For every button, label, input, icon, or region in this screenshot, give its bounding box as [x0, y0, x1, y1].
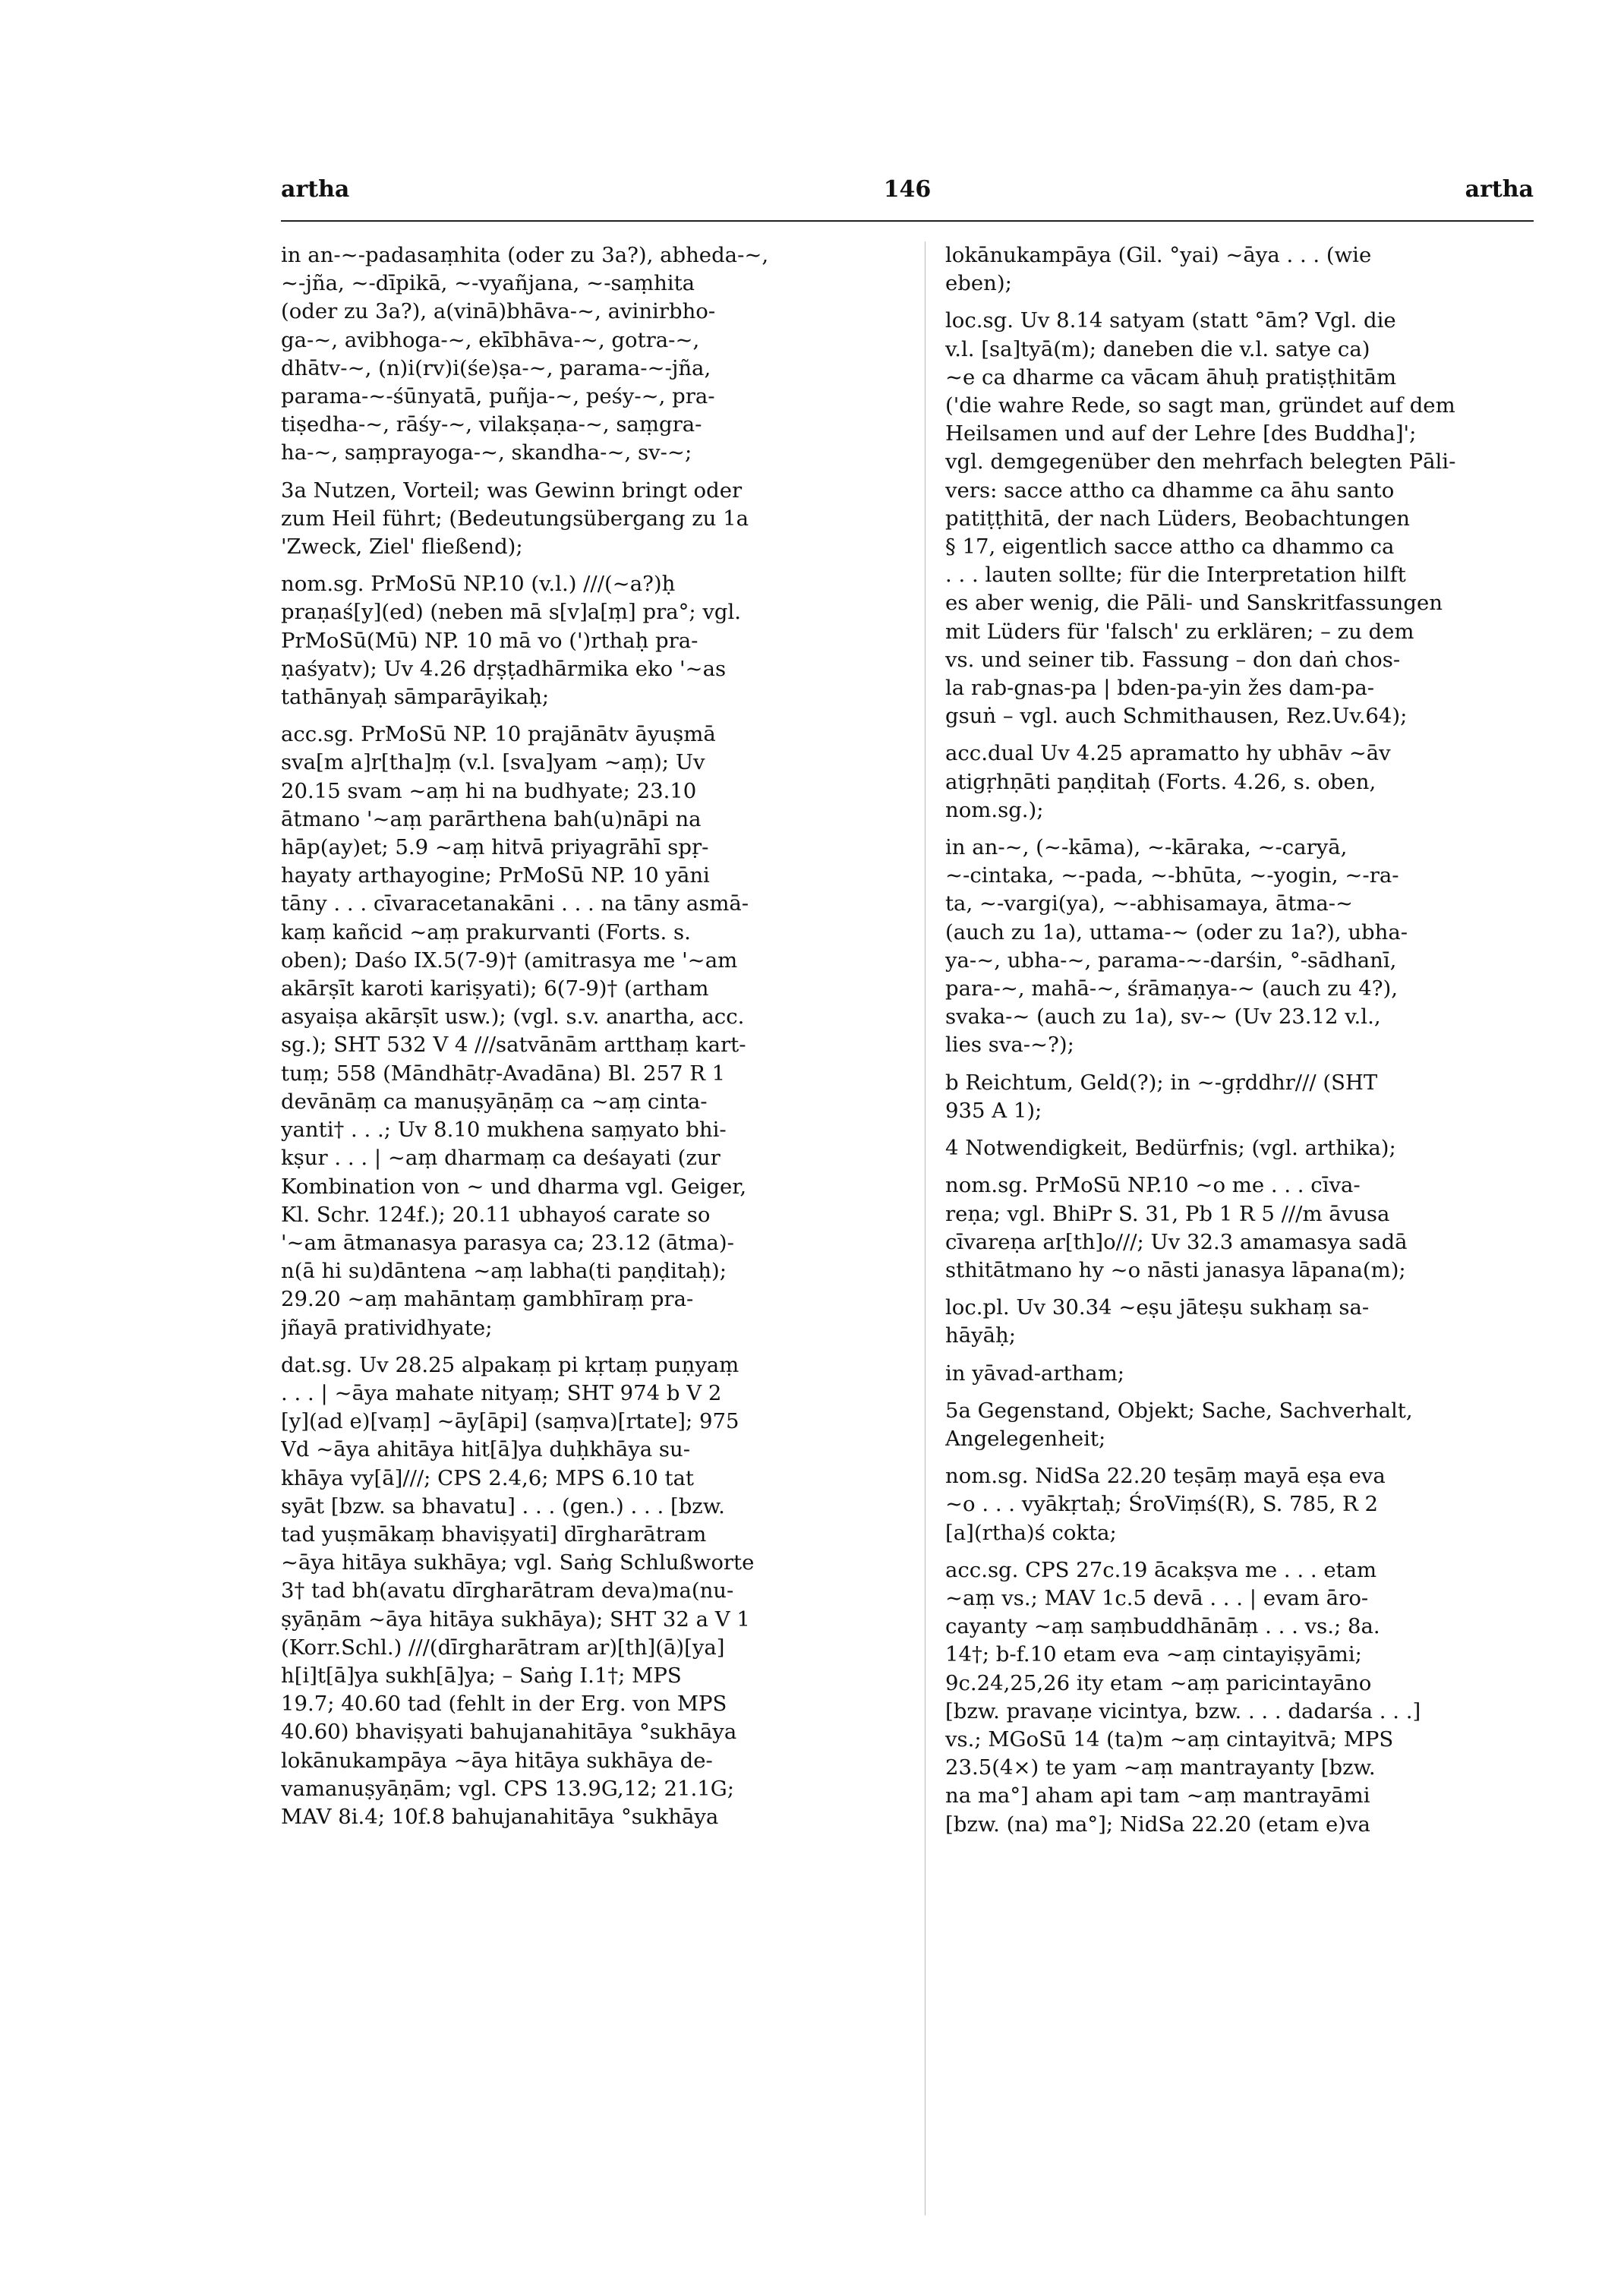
- entry-paragraph: b Reichtum, Geld(?); in ~-gṛddhr/// (SHT 935 A 1);: [945, 1070, 1378, 1123]
- entry-paragraph: in an-~, (~-kāma), ~-kāraka, ~-caryā, ~-cintaka, ~-pada, ~-bhūta, ~-yogin, ~-ra- ta, ~-vargi(ya), ~-abhisamaya, ātma-~ (auch zu 1a), uttama-~ (oder zu 1a?), ubha- ya-~, ubha-~, parama-~-darśin, °-sādhanī, para-~, mahā-~, śrāmaṇya-~ (auch zu 4?), svaka-~ (auch zu 1a), sv-~ (Uv 23.12 v.l., lies sva-~?);: [945, 835, 1408, 1058]
- entry-paragraph: dat.sg. Uv 28.25 alpakaṃ pi kṛtaṃ puṇyaṃ . . . | ~āya mahate nityaṃ; SHT 974 b V 2 [y](ad e)[vaṃ] ~āy[āpi] (saṃva)[rtate]; 975 Vd ~āya ahitāya hit[ā]ya duḥkhāya su- khāya vy[ā]///; CPS 2.4,6; MPS 6.10 tat syāt [bzw. sa bhavatu] . . . (gen.) . . . [bzw. tad yuṣmākaṃ bhaviṣyati] dīrgharātram ~āya hitāya sukhāya; vgl. Saṅg Schlußworte 3† tad bh(avatu dīrgharātram deva)ma(nu- ṣyāṇām ~āya hitāya sukhāya); SHT 32 a V 1 (Korr.Schl.) ///(dīrgharātram ar)[th](ā)[ya] h[i]t[ā]ya sukh[ā]ya; – Saṅg I.1†; MPS 19.7; 40.60 tad (fehlt in der Erg. von MPS 40.60) bhaviṣyati bahujanahitāya °sukhāya lokānukampāya ~āya hitāya sukhāya de- vamanuṣyāṇām; vgl. CPS 13.9G,12; 21.1G; MAV 8i.4; 10f.8 bahujanahitāya °sukhāya: [281, 1352, 755, 1829]
- entry-paragraph: lokānukampāya (Gil. °yai) ~āya . . . (wie eben);: [945, 243, 1372, 296]
- entry-paragraph: acc.sg. PrMoSū NP. 10 prajānātv āyuṣmā sva[m a]r[tha]ṃ (v.l. [sva]yam ~aṃ); Uv 20.15 svam ~aṃ hi na budhyate; 23.10 ātmano '~aṃ parārthena bah(u)nāpi na hāp(ay)et; 5.9 ~aṃ hitvā priyagrāhī spṛ- hayaty arthayogine; PrMoSū NP. 10 yāni tāny . . . cīvaracetanakāni . . . na tāny asmā- kaṃ kañcid ~aṃ prakurvanti (Forts. s. oben); Daśo IX.5(7-9)† (amitrasya me '~am akārṣīt karoti kariṣyati); 6(7-9)† (artham asyaiṣa akārṣīt usw.); (vgl. s.v. anartha, acc. sg.); SHT 532 V 4 ///satvānām artthaṃ kart- tuṃ; 558 (Māndhātṛ-Avadāna) Bl. 257 R 1 devānāṃ ca manuṣyāṇāṃ ca ~aṃ cinta- yanti† . . .; Uv 8.10 mukhena saṃyato bhi- kṣur . . . | ~aṃ dharmaṃ ca deśayati (zur Kombination von ~ und dharma vgl. Geiger, Kl. Schr. 124f.); 20.11 ubhayoś carate so '~am ātmanasya parasya ca; 23.12 (ātma)- n(ā hi su)dāntena ~aṃ labha(ti paṇḍitaḥ); 29.20 ~aṃ mahāntaṃ gambhīraṃ pra- jñayā pratividhyate;: [281, 722, 749, 1340]
- left-column: [281, 241, 869, 2231]
- entry-paragraph: acc.dual Uv 4.25 apramatto hy ubhāv ~āv atigṛhṇāti paṇḍitaḥ (Forts. 4.26, s. oben, nom.sg.);: [945, 741, 1391, 822]
- entry-paragraph: loc.pl. Uv 30.34 ~eṣu jāteṣu sukhaṃ sa- hāyāḥ;: [945, 1295, 1370, 1348]
- entry-paragraph: 4 Notwendigkeit, Bedürfnis; (vgl. arthika);: [945, 1136, 1396, 1161]
- entry-paragraph: 5a Gegenstand, Objekt; Sache, Sachverhalt, Angelegenheit;: [945, 1398, 1413, 1451]
- page-number: 146: [883, 176, 932, 203]
- entry-paragraph: loc.sg. Uv 8.14 satyam (statt °ām? Vgl. die v.l. [sa]tyā(m); daneben die v.l. satye ca) ~e ca dharme ca vācam āhuḥ pratiṣṭhitām ('die wahre Rede, so sagt man, gründet auf dem Heilsamen und auf der Lehre [des Buddha]'; vgl. demgegenüber den mehrfach belegten Pāli- vers: sacce attho ca dhamme ca āhu santo patiṭṭhitā, der nach Lüders, Beobachtungen § 17, eigentlich sacce attho ca dhammo ca . . . lauten sollte; für die Interpretation hilft es aber wenig, die Pāli- und Sanskritfassungen mit Lüders für 'falsch' zu erklären; – zu dem vs. und seiner tib. Fassung – don daṅ chos- la rab-gnas-pa | bden-pa-yin žes dam-pa- gsuṅ – vgl. auch Schmithausen, Rez.Uv.64);: [945, 308, 1456, 729]
- entry-paragraph: 3a Nutzen, Vorteil; was Gewinn bringt oder zum Heil führt; (Bedeutungsübergang zu 1a 'Zweck, Ziel' fließend);: [281, 478, 749, 560]
- right-column: [945, 241, 1534, 2231]
- header-headword-right: artha: [1465, 176, 1534, 203]
- entry-paragraph: in an-~-padasaṃhita (oder zu 3a?), abheda-~, ~-jña, ~-dīpikā, ~-vyañjana, ~-saṃhita (oder zu 3a?), a(vinā)bhāva-~, avinirbho- ga-~, avibhoga-~, ekībhāva-~, gotra-~, dhātv-~, (n)i(rv)i(śe)ṣa-~, parama-~-jña, parama-~-śūnyatā, puñja-~, peśy-~, pra- tiṣedha-~, rāśy-~, vilakṣaṇa-~, saṃgra- ha-~, saṃprayoga-~, skandha-~, sv-~;: [281, 243, 769, 465]
- entry-paragraph: nom.sg. PrMoSū NP.10 (v.l.) ///(~a?)ḥ praṇaś[y](ed) (neben mā s[v]a[ṃ] pra°; vgl. PrMoSū(Mū) NP. 10 mā vo (')rthaḥ pra- ṇaśyatv); Uv 4.26 dṛṣṭadhārmika eko '~as tathānyaḥ sāmparāyikaḥ;: [281, 572, 742, 710]
- entry-paragraph: nom.sg. NidSa 22.20 teṣāṃ mayā eṣa eva ~o . . . vyākṛtaḥ; ŚroViṃś(R), S. 785, R 2 [a](rtha)ś cokta;: [945, 1464, 1386, 1545]
- entry-paragraph: acc.sg. CPS 27c.19 ācakṣva me . . . etam ~aṃ vs.; MAV 1c.5 devā . . . | evam āro- cayanty ~aṃ saṃbuddhānāṃ . . . vs.; 8a. 14†; b-f.10 etam eva ~aṃ cintayiṣyāmi; 9c.24,25,26 ity etam ~aṃ paricintayāno [bzw. pravaṇe vicintya, bzw. . . . dadarśa . . .] vs.; MGoSū 14 (ta)m ~aṃ cintayitvā; MPS 23.5(4×) te yam ~aṃ mantrayanty [bzw. na ma°] aham api tam ~aṃ mantrayāmi [bzw. (na) ma°]; NidSa 22.20 (etam e)va: [945, 1557, 1421, 1837]
- header-rule: [281, 220, 1534, 222]
- header-headword-left: artha: [281, 176, 350, 203]
- running-header: [281, 176, 1534, 207]
- column-divider: [925, 241, 926, 2215]
- entry-paragraph: nom.sg. PrMoSū NP.10 ~o me . . . cīva- reṇa; vgl. BhiPr S. 31, Pb 1 R 5 ///m āvusa cīvareṇa ar[th]o///; Uv 32.3 amamasya sadā sthitātmano hy ~o nāsti janasya lāpana(m);: [945, 1173, 1408, 1282]
- entry-paragraph: in yāvad-artham;: [945, 1361, 1125, 1386]
